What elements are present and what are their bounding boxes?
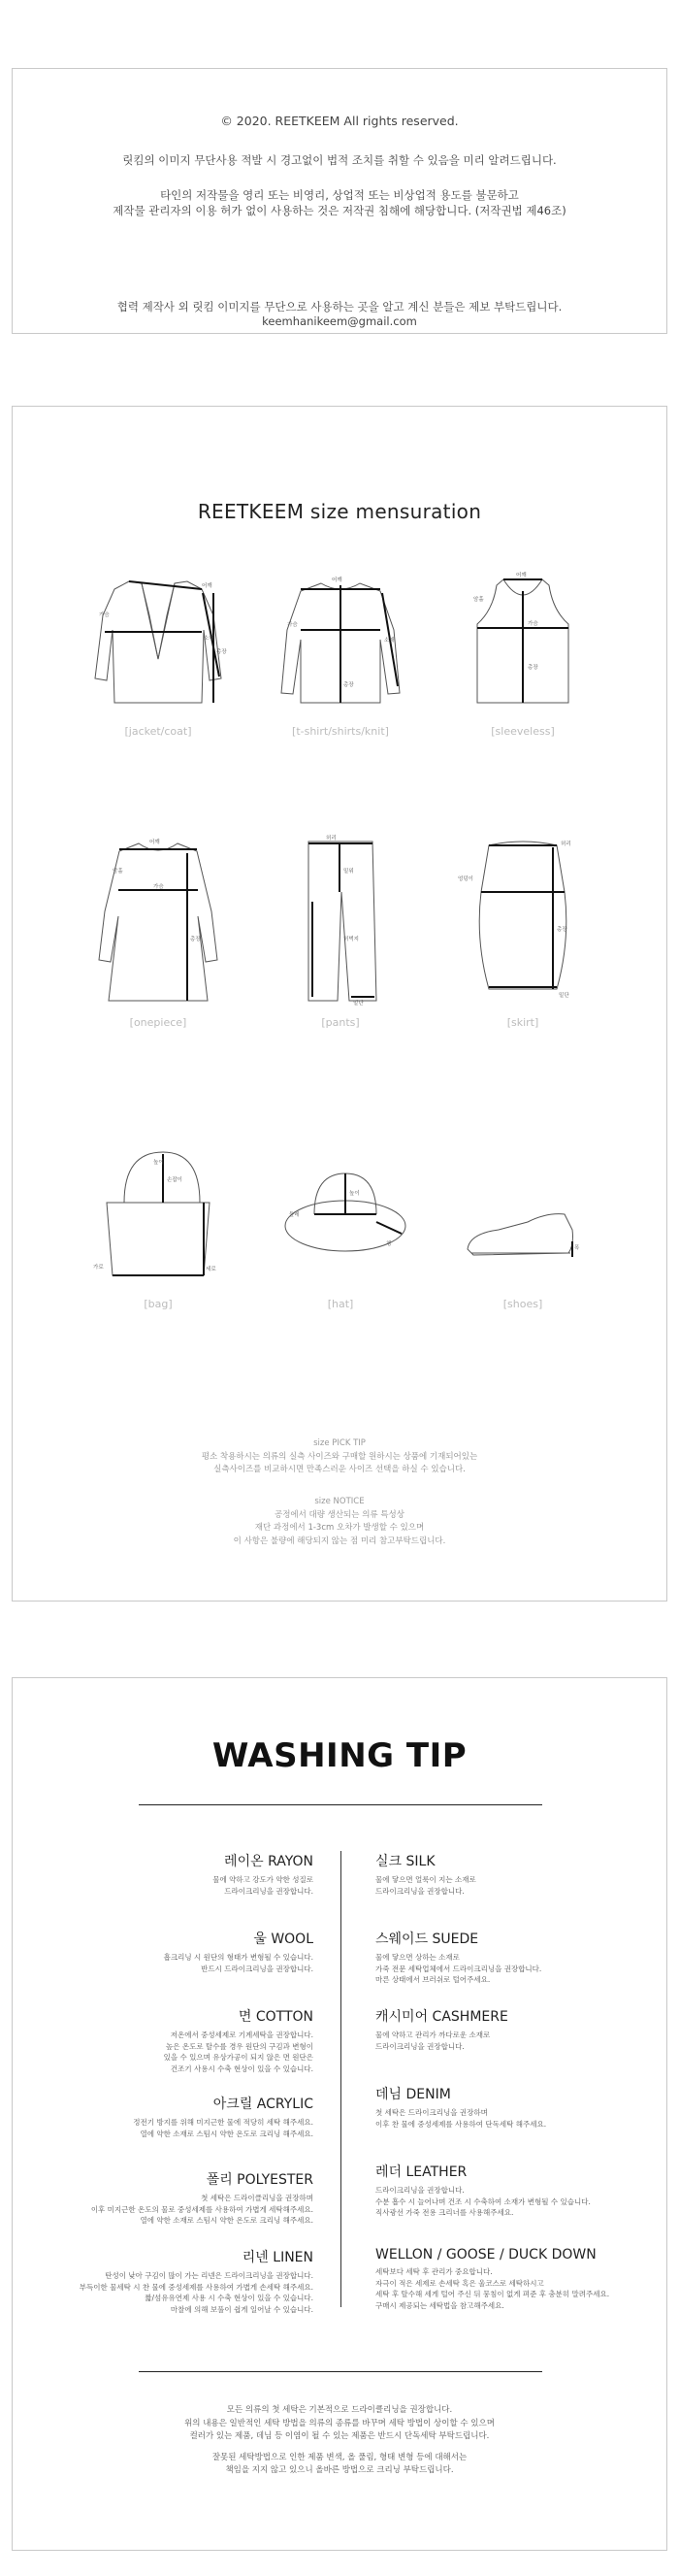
item-name: 스웨이드 SUEDE (375, 1932, 479, 1947)
caption-skirt: [skirt] (506, 1016, 539, 1029)
divider-bottom (139, 2371, 542, 2372)
svg-text:높이: 높이 (349, 1191, 360, 1197)
washing-item-silk (375, 1851, 637, 1897)
svg-text:소매: 소매 (384, 638, 395, 644)
svg-text:밑단: 밑단 (559, 993, 569, 999)
copyright-report: 협력 제작사 외 릿킴 이미지를 무단으로 사용하는 곳을 알고 계신 분들은 제보 부탁드립니다. (116, 300, 563, 314)
shoes-icon (450, 1144, 596, 1290)
washing-tip-panel (12, 1677, 667, 2551)
caption-bag: [bag] (144, 1298, 173, 1310)
footer-line: 위의 내용은 일반적인 세탁 방법을 의류의 종류를 바꾸며 세탁 방법이 상이할 수 있으며 (184, 2418, 495, 2428)
svg-text:총장: 총장 (557, 927, 567, 933)
divider-vertical (340, 1851, 341, 2307)
washing-item-polyester (61, 2169, 313, 2227)
bag-icon (85, 1144, 231, 1290)
svg-text:폭: 폭 (574, 1245, 580, 1251)
washing-item-leather (375, 2162, 637, 2219)
item-desc: 첫 세탁은 드라이클리닝을 권장하며 이후 미지근한 온도의 물로 중성세제를 사용하여 가볍게 세탁해주세요. 열에 약한 소재로 스팀시 약한 온도로 크리닝 해주세요. (90, 2194, 313, 2226)
footer-line: 책임을 지지 않고 있으니 올바른 방법으로 크리닝 부탁드립니다. (225, 2465, 454, 2476)
item-name: 리넨 LINEN (242, 2250, 313, 2265)
washing-item-down (375, 2247, 637, 2312)
svg-text:세로: 세로 (206, 1267, 216, 1272)
footer-line: 컬러가 있는 제품, 데님 등 이염이 될 수 있는 제품은 반드시 단독세탁 부탁드립니다. (189, 2431, 490, 2442)
caption-onepiece: [onepiece] (129, 1016, 187, 1029)
item-name: 레더 LEATHER (375, 2164, 468, 2180)
svg-text:손잡이: 손잡이 (167, 1177, 182, 1183)
svg-text:총장: 총장 (528, 665, 538, 671)
svg-text:소매: 소매 (204, 636, 214, 642)
washing-item-cashmere (375, 2006, 637, 2052)
item-desc: 드라이크리닝을 권장합니다. 수분 흡수 시 늘어나며 건조 시 수축하여 소재가 변형될 수 있습니다. 직사광선 가죽 전용 크리너를 사용해주세요. (375, 2186, 591, 2218)
washing-footer (13, 2404, 666, 2478)
copyright-email[interactable]: keemhanikeem@gmail.com (262, 314, 417, 328)
item-name: 실크 SILK (375, 1854, 436, 1869)
svg-text:총장: 총장 (190, 937, 201, 942)
svg-text:가로: 가로 (93, 1265, 104, 1271)
pick-tip-line: 평소 착용하시는 의류의 실측 사이즈와 구매할 원하시는 상품에 기재되어있는 (201, 1451, 478, 1462)
size-pick-tip (13, 1437, 666, 1477)
svg-text:총장: 총장 (343, 682, 354, 688)
size-item-onepiece (61, 834, 255, 1029)
notice-line: 공정에서 대량 생산되는 의류 특성상 (275, 1509, 404, 1520)
pick-tip-line: 실측사이즈를 비교하시면 만족스러운 사이즈 선택을 하실 수 있습니다. (213, 1465, 466, 1475)
washing-item-suede (375, 1929, 637, 1986)
caption-pants: [pants] (321, 1016, 360, 1029)
caption-shoes: [shoes] (502, 1298, 543, 1310)
svg-text:어깨: 어깨 (202, 583, 212, 589)
caption-sleeveless: [sleeveless] (491, 725, 555, 738)
washing-item-rayon (61, 1851, 313, 1897)
item-desc: 물에 닿으면 얼룩이 지는 소재로 드라이크리닝을 권장합니다. (375, 1875, 476, 1896)
item-desc: 정전기 방지를 위해 미지근한 물에 적당히 세탁 해주세요. 열에 약한 소재로 스팀시 약한 온도로 크리닝 해주세요. (133, 2118, 313, 2138)
copyright-law-1: 타인의 저작물을 영리 또는 비영리, 상업적 또는 비상업적 용도를 불문하고 (160, 188, 519, 202)
footer-line: 모든 의류의 첫 세탁은 기본적으로 드라이클리닝을 권장합니다. (226, 2405, 453, 2415)
copyright-law-2: 제작물 관리자의 이용 허가 없이 사용하는 것은 저작권 침해에 해당합니다. (저작권법 제46조) (113, 204, 566, 217)
jacket-icon (85, 572, 231, 717)
svg-text:어깨: 어깨 (516, 573, 527, 578)
size-item-jacket (61, 572, 255, 738)
pants-icon (268, 834, 413, 1008)
svg-text:둘레: 둘레 (289, 1212, 300, 1218)
item-name: WELLON / GOOSE / DUCK DOWN (375, 2247, 597, 2262)
svg-text:총장: 총장 (216, 649, 227, 655)
item-name: 아크릴 ACRYLIC (212, 2097, 313, 2112)
svg-text:허리: 허리 (561, 842, 571, 847)
svg-text:가슴: 가슴 (153, 884, 164, 890)
svg-text:밑단: 밑단 (353, 1001, 364, 1007)
svg-text:가슴: 가슴 (287, 622, 298, 628)
size-notice (13, 1496, 666, 1548)
item-name: 레이온 RAYON (224, 1854, 313, 1869)
sleeveless-icon (450, 572, 596, 717)
size-guide-title: REETKEEM size mensuration (197, 500, 482, 523)
notice-heading: size NOTICE (314, 1497, 365, 1506)
item-name: 울 WOOL (253, 1932, 313, 1947)
onepiece-icon (85, 834, 231, 1008)
notice-line: 이 사항은 불량에 해당되지 않는 점 미리 참고부탁드립니다. (233, 1536, 446, 1546)
item-desc: 탄성이 낮아 구김이 많이 가는 리넨은 드라이크리닝을 권장합니다. 부득이한 물세탁 시 찬 물에 중성세제를 사용하여 가볍게 손세탁 해주세요. 짧/섬유유연제 사용 시 수축 현상이 있을 수 있습니다. 마찰에 의해 보풀이 쉽게 일어날 수 있습니다. (79, 2271, 313, 2314)
notice-line: 재단 과정에서 1-3cm 오차가 발생할 수 있으며 (254, 1523, 425, 1534)
tshirt-icon (268, 572, 413, 717)
svg-text:가슴: 가슴 (528, 621, 538, 627)
item-name: 면 COTTON (238, 2009, 313, 2025)
size-guide-panel (12, 406, 667, 1602)
caption-jacket: [jacket/coat] (124, 725, 192, 738)
size-item-tshirt (243, 572, 437, 738)
size-item-pants (243, 834, 437, 1029)
svg-text:암홀: 암홀 (473, 597, 484, 603)
svg-text:챙: 챙 (386, 1241, 392, 1247)
caption-hat: [hat] (327, 1298, 354, 1310)
washing-item-cotton (61, 2006, 313, 2075)
item-desc: 물에 닿으면 상하는 소재로 가죽 전문 세탁업체에서 드라이크리닝을 권장합니다. 마른 상태에서 브러쉬로 털어주세요. (375, 1953, 542, 1985)
item-desc: 흡크리닝 시 원단의 형태가 변형될 수 있습니다. 반드시 드라이크리닝을 권장합니다. (163, 1953, 313, 1973)
washing-item-linen (61, 2247, 313, 2316)
svg-text:가슴: 가슴 (99, 612, 110, 618)
size-item-hat (243, 1144, 437, 1310)
svg-text:암홀: 암홀 (113, 869, 123, 875)
svg-text:높이: 높이 (153, 1160, 164, 1166)
item-desc: 저온에서 중성세제로 기계세탁을 권장합니다. 높은 온도로 탈수를 경우 원단의 구김과 변형이 있을 수 있으며 유상가공이 되지 않은 면 원단은 건조기 사용시 수축 현상이 있을 수 있습니다. (163, 2031, 313, 2073)
washing-item-wool (61, 1929, 313, 1974)
item-name: 데님 DENIM (375, 2087, 451, 2102)
copyright-line: © 2020. REETKEEM All rights reserved. (220, 114, 459, 128)
washing-tip-title: WASHING TIP (211, 1736, 468, 1775)
svg-text:어깨: 어깨 (149, 840, 160, 845)
size-item-bag (61, 1144, 255, 1310)
size-item-skirt (426, 834, 620, 1029)
washing-item-denim (375, 2084, 637, 2130)
item-name: 폴리 POLYESTER (206, 2172, 313, 2188)
item-desc: 물에 약하고 관리가 까다로운 소재로 드라이크리닝을 권장합니다. (375, 2031, 491, 2051)
svg-text:어깨: 어깨 (332, 578, 342, 583)
size-item-sleeveless (426, 572, 620, 738)
caption-tshirt: [t-shirt/shirts/knit] (292, 725, 389, 738)
footer-line: 잘못된 세탁방법으로 인한 제품 변색, 올 풀림, 형태 변형 등에 대해서는 (211, 2452, 468, 2462)
divider-top (139, 1804, 542, 1805)
hat-icon (268, 1144, 413, 1290)
svg-text:밑위: 밑위 (343, 869, 354, 875)
size-item-shoes (426, 1144, 620, 1310)
pick-tip-heading: size PICK TIP (313, 1438, 366, 1448)
skirt-icon (450, 834, 596, 1008)
washing-item-acrylic (61, 2094, 313, 2139)
copyright-warning: 릿킴의 이미지 무단사용 적발 시 경고없이 법적 조치를 취할 수 있음을 미리 알려드립니다. (122, 153, 557, 167)
svg-text:엉덩이: 엉덩이 (458, 876, 473, 882)
item-desc: 첫 세탁은 드라이크리닝을 권장하며 이후 찬 물에 중성세제를 사용하여 단독세탁 해주세요. (375, 2108, 547, 2129)
item-desc: 물에 약하고 강도가 약한 성질로 드라이크리닝을 권장합니다. (212, 1875, 313, 1896)
svg-text:허벅지: 허벅지 (343, 937, 359, 942)
svg-text:허리: 허리 (326, 836, 337, 842)
item-name: 캐시미어 CASHMERE (375, 2009, 508, 2025)
item-desc: 세탁보다 세탁 후 관리가 중요합니다. 자극이 적은 세제로 손세탁 혹은 울코스로 세탁하시고 세탁 후 탈수해 세게 털어 주신 뒤 뭉침이 없게 펴준 후 충분히 말려주세요. 구매시 제공되는 세탁법을 참고해주세요. (375, 2267, 610, 2310)
copyright-panel (12, 68, 667, 334)
